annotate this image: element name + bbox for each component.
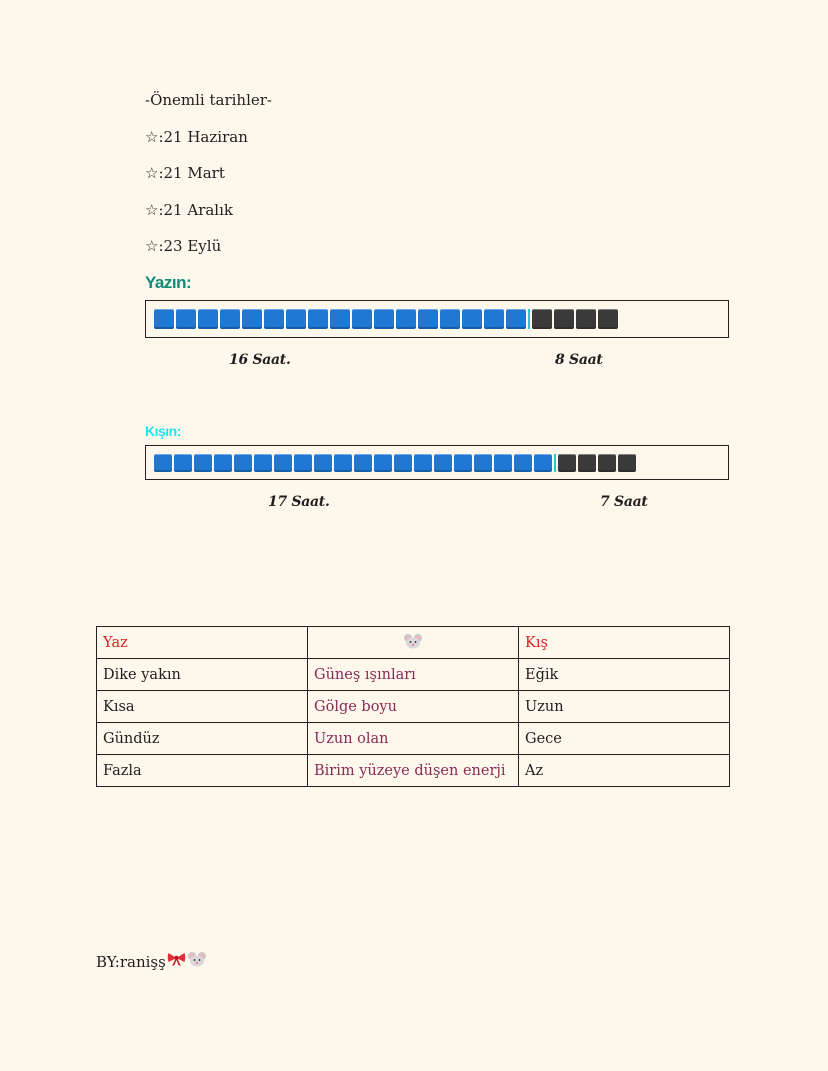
ribbon-icon [166,951,186,972]
day-block [414,454,432,472]
day-block [418,309,438,329]
table-cell-topic: Gölge boyu [308,691,519,723]
winter-blocks [154,454,638,472]
table-cell-topic: Güneş ışınları [308,659,519,691]
winter-label: Kışın: [145,423,181,439]
night-block [598,309,618,329]
day-block [440,309,460,329]
day-block [354,454,372,472]
night-block [576,309,596,329]
table-cell-summer: Dike yakın [97,659,308,691]
day-block [176,309,196,329]
day-block [334,454,352,472]
table-cell-topic: Birim yüzeye düşen enerji [308,755,519,787]
table-cell-topic: Uzun olan [308,723,519,755]
day-block [374,454,392,472]
night-block [558,454,576,472]
day-block [484,309,504,329]
day-block [198,309,218,329]
day-block [274,454,292,472]
day-block [264,309,284,329]
table-cell-summer: Kısa [97,691,308,723]
winter-night-hours: 7 Saat [600,494,648,510]
table-header-winter: Kış [519,627,730,659]
day-block [294,454,312,472]
day-block [474,454,492,472]
day-block [174,454,192,472]
table-row [97,691,730,723]
table-cell-winter: Uzun [519,691,730,723]
signature [96,951,207,972]
night-block [532,309,552,329]
table-cell-winter: Eğik [519,659,730,691]
day-block [330,309,350,329]
table-cell-winter: Az [519,755,730,787]
night-block [578,454,596,472]
night-block [598,454,616,472]
table-cell-summer: Fazla [97,755,308,787]
summer-daylight-bar [145,300,729,338]
day-block [434,454,452,472]
table-header-row [97,627,730,659]
mouse-icon [186,951,207,972]
signature-text: BY:ranişş [96,952,166,971]
day-block [314,454,332,472]
day-block [154,454,172,472]
table-cell-summer: Gündüz [97,723,308,755]
day-block [352,309,372,329]
day-block [154,309,174,329]
table-row [97,659,730,691]
day-block [242,309,262,329]
table-header-summer: Yaz [97,627,308,659]
day-block [454,454,472,472]
table-row [97,723,730,755]
day-block [254,454,272,472]
night-block [618,454,636,472]
day-block [514,454,532,472]
day-block [394,454,412,472]
winter-day-hours: 17 Saat. [268,494,330,510]
table-header-middle [308,627,519,659]
day-block [214,454,232,472]
date-item: ☆:21 Haziran [145,128,248,146]
day-night-divider [554,454,556,472]
day-block [234,454,252,472]
date-item: ☆:21 Aralık [145,201,233,219]
date-item: ☆:23 Eylü [145,237,222,255]
date-item: ☆:21 Mart [145,164,225,182]
day-block [194,454,212,472]
mouse-icon [403,633,423,653]
dates-heading: -Önemli tarihler- [145,91,273,109]
summer-blocks [154,309,620,329]
summer-day-hours: 16 Saat. [229,352,291,368]
summer-label: Yazın: [145,273,192,292]
table-row [97,755,730,787]
day-block [308,309,328,329]
day-block [396,309,416,329]
summer-night-hours: 8 Saat [555,352,603,368]
day-night-divider [528,309,530,329]
day-block [506,309,526,329]
table-cell-winter: Gece [519,723,730,755]
day-block [374,309,394,329]
winter-daylight-bar [145,445,729,480]
day-block [220,309,240,329]
day-block [494,454,512,472]
night-block [554,309,574,329]
day-block [462,309,482,329]
comparison-table [96,626,730,787]
day-block [286,309,306,329]
day-block [534,454,552,472]
